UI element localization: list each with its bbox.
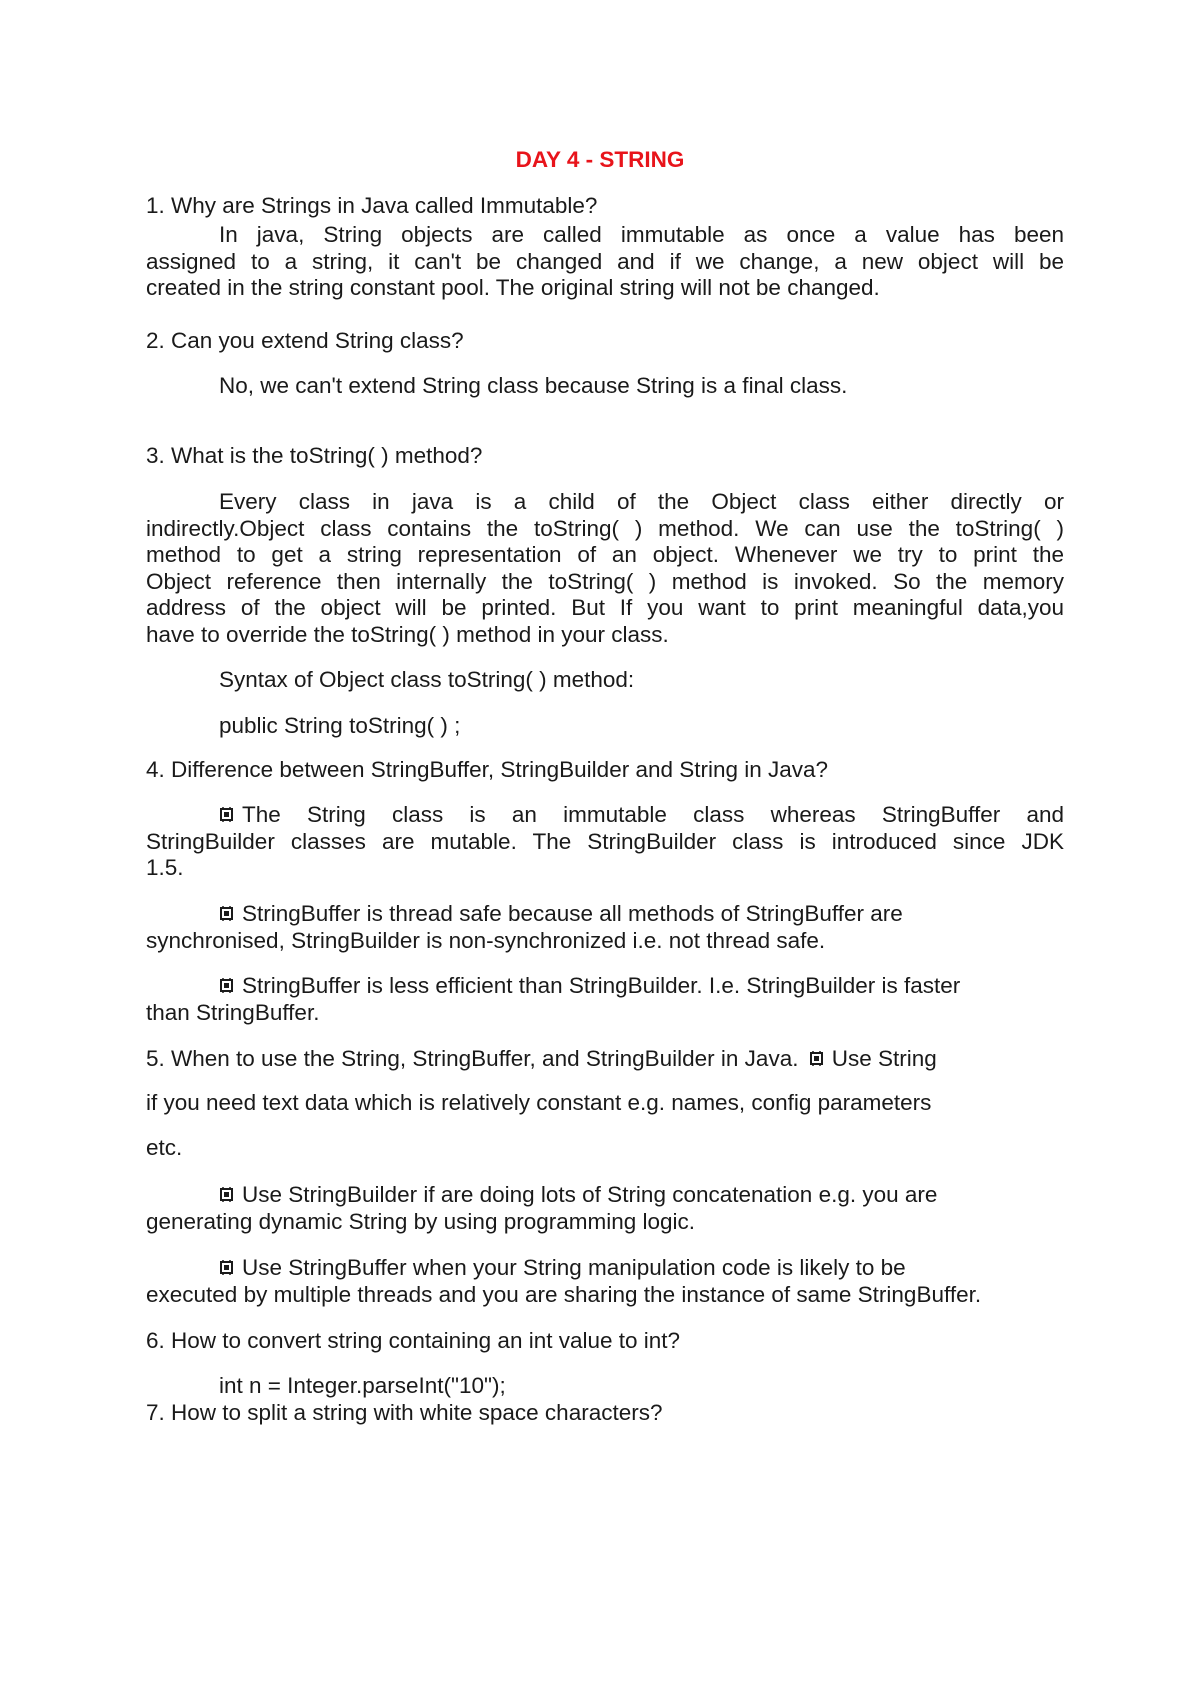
answer-3-line-3: method to get a string representation of an object. Whenever we try to print the (146, 542, 1064, 567)
answer-3-line-2: indirectly.Object class contains the toString( ) method. We can use the toString( ) (146, 516, 1064, 541)
question-2: 2. Can you extend String class? (146, 328, 464, 353)
q5-bullet-3-line-1: Use StringBuffer when your String manipulation code is likely to be (219, 1254, 1064, 1282)
q4-bullet-1-line-3: 1.5. (146, 855, 184, 880)
chip-bullet-icon (219, 806, 234, 823)
question-7: 7. How to split a string with white space characters? (146, 1400, 663, 1425)
question-1: 1. Why are Strings in Java called Immutable? (146, 193, 598, 218)
question-4: 4. Difference between StringBuffer, StringBuilder and String in Java? (146, 757, 829, 782)
answer-3-line-1: Every class in java is a child of the Object class either directly or (219, 489, 1064, 514)
answer-1-line-3: created in the string constant pool. The original string will not be changed. (146, 275, 880, 300)
chip-bullet-icon (219, 977, 234, 994)
chip-bullet-icon (809, 1050, 824, 1067)
question-6: 6. How to convert string containing an int value to int? (146, 1328, 681, 1353)
syntax-label: Syntax of Object class toString( ) method: (219, 667, 635, 692)
chip-bullet-icon (219, 905, 234, 922)
question-3: 3. What is the toString( ) method? (146, 443, 483, 468)
answer-3-line-4: Object reference then internally the toString( ) method is invoked. So the memory (146, 569, 1064, 594)
q4-bullet-1-line-1: The String class is an immutable class whereas StringBuffer and (219, 801, 1064, 829)
answer-2: No, we can't extend String class because String is a final class. (219, 373, 848, 398)
q5-bullet-2-line-2: generating dynamic String by using programming logic. (146, 1209, 696, 1234)
document-title: DAY 4 - STRING (515, 147, 685, 172)
answer-3-line-5: address of the object will be printed. But If you want to print meaningful data,you (146, 595, 1064, 620)
q5-bullet-3-line-2: executed by multiple threads and you are sharing the instance of same StringBuffer. (146, 1282, 982, 1307)
syntax-code: public String toString( ) ; (219, 713, 461, 738)
chip-bullet-icon (219, 1259, 234, 1276)
q4-bullet-3-line-1: StringBuffer is less efficient than StringBuilder. I.e. StringBuilder is faster (219, 972, 1064, 1000)
chip-bullet-icon (219, 1186, 234, 1203)
q6-code: int n = Integer.parseInt("10"); (219, 1373, 506, 1398)
q5-bullet-2-line-1: Use StringBuilder if are doing lots of String concatenation e.g. you are (219, 1181, 1064, 1209)
question-5: 5. When to use the String, StringBuffer, and StringBuilder in Java. Use String (146, 1046, 937, 1071)
answer-3-line-6: have to override the toString( ) method in your class. (146, 622, 669, 647)
q4-bullet-2-line-2: synchronised, StringBuilder is non-synchronized i.e. not thread safe. (146, 928, 826, 953)
answer-1-line-2: assigned to a string, it can't be changed and if we change, a new object will be (146, 249, 1064, 274)
q5-line-3: etc. (146, 1135, 183, 1160)
q5-line-2: if you need text data which is relatively constant e.g. names, config parameters (146, 1090, 932, 1115)
q4-bullet-1-line-2: StringBuilder classes are mutable. The StringBuilder class is introduced since JDK (146, 829, 1064, 854)
q4-bullet-2-line-1: StringBuffer is thread safe because all methods of StringBuffer are (219, 900, 1064, 928)
q4-bullet-3-line-2: than StringBuffer. (146, 1000, 320, 1025)
answer-1-line-1: In java, String objects are called immutable as once a value has been (219, 222, 1064, 247)
